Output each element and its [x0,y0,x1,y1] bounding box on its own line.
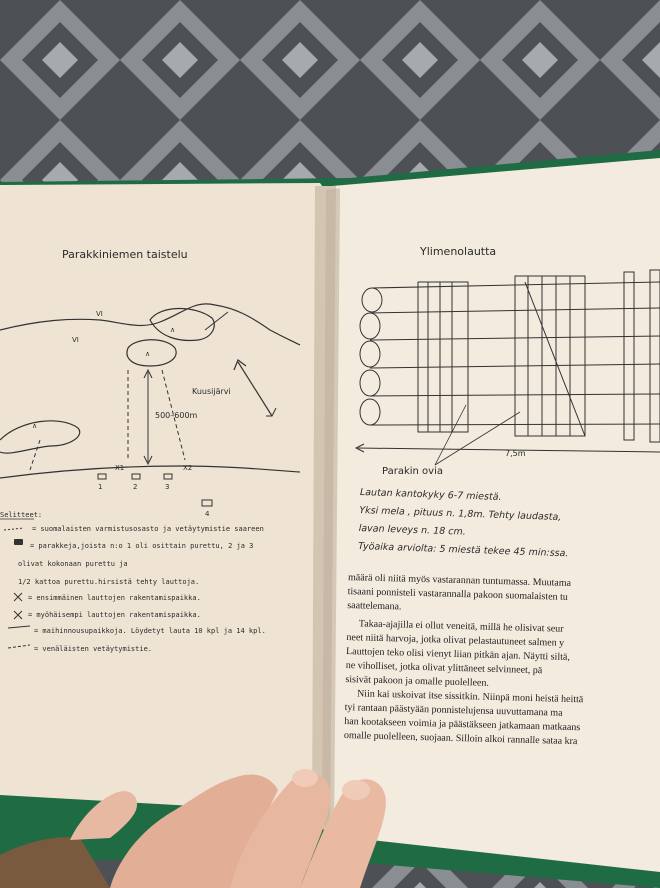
note-line-3: lavan leveys n. 18 cm. [358,522,466,538]
door-label: Parakin ovia [382,466,443,477]
hut-label-1: 1 [98,483,103,491]
body-line-7: ne viholliset, jotka olivat ylittäneet selvinneet, pä [345,660,543,677]
svg-text:∧: ∧ [170,326,176,334]
point-label-x1: X1 [115,464,125,472]
body-line-12: omalle puolelleen, suojaan. Silloin alkoi rannalle sataa kra [343,730,578,748]
body-line-11: han kootakseen voimia ja päästäkseen jatkamaan matkaans [344,716,581,734]
hut-label-4: 4 [205,510,210,518]
body-line-1: määrä oli niitä myös vastarannan tuntumassa. Muutama [347,572,572,589]
body-line-2: tisaani ponnisteli vastarannalla pakoon suomalaisten tu [347,586,569,603]
legend-line-2: = parakkeja,joista n:o 1 oli osittain purettu, 2 ja 3 [30,542,254,550]
svg-text:∧: ∧ [145,350,151,358]
svg-text:∧: ∧ [32,422,38,430]
dimension-label: 7,5m [505,449,526,458]
note-line-2: Yksi mela , pituus n. 1,8m. Tehty laudasta, [359,504,562,524]
svg-text:VI: VI [72,336,79,344]
note-line-1: Lautan kantokyky 6-7 miestä. [359,487,502,503]
legend-line-4: 1/2 kattoa purettu.hirsistä tehty lauttoja. [18,578,200,586]
body-line-6: Lauttojen teko olisi vienyt liian pitkän ajan. Näytti siltä, [345,646,571,663]
distance-label: 500–600m [155,411,198,420]
legend-line-5: = ensimmäinen lauttojen rakentamispaikka. [28,594,201,602]
map-title: Parakkiniemen taistelu [62,248,188,261]
svg-text:VI: VI [96,310,103,318]
hut-label-3: 3 [165,483,170,491]
body-line-4: Takaa-ajajilla ei ollut veneitä, millä he olisivat seur [358,618,564,635]
legend-line-7: = maihinnousupaikkoja. Löydetyt lauta 10 kpl ja 14 kpl. [34,627,266,635]
legend-line-1: = suomalaisten varmistusosasto ja vetäytymistie saareen [32,525,264,533]
left-page [0,183,332,820]
lake-label: Kuusijärvi [192,387,231,396]
body-line-3: saattelemana. [347,600,402,613]
legend-line-6: = myöhäisempi lauttojen rakentamispaikka. [28,611,201,619]
note-line-4: Työaika arviolta: 5 miestä tekee 45 min:ssa. [357,540,569,560]
legend-line-3: olivat kokonaan purettu ja [18,560,128,568]
raft-title: Ylimenolautta [420,245,497,258]
hut-label-2: 2 [133,483,138,491]
body-line-9: Niin kai uskoivat itse sissitkin. Niinpä moni heistä heittä [356,688,584,706]
legend-heading: Selitteet: [0,511,43,519]
body-line-8: sisivät pakoon ja omalle puolelleen. [345,674,490,689]
point-label-x2: X2 [183,464,193,472]
body-line-10: tyi rantaan päästyään ponnistelujensa uuvuttamana ma [344,702,563,719]
legend-line-8: = venäläisten vetäytymistie. [34,645,153,653]
body-line-5: neet niitä harvoja, jotka olivat pelastautuneet salmen y [346,632,565,649]
